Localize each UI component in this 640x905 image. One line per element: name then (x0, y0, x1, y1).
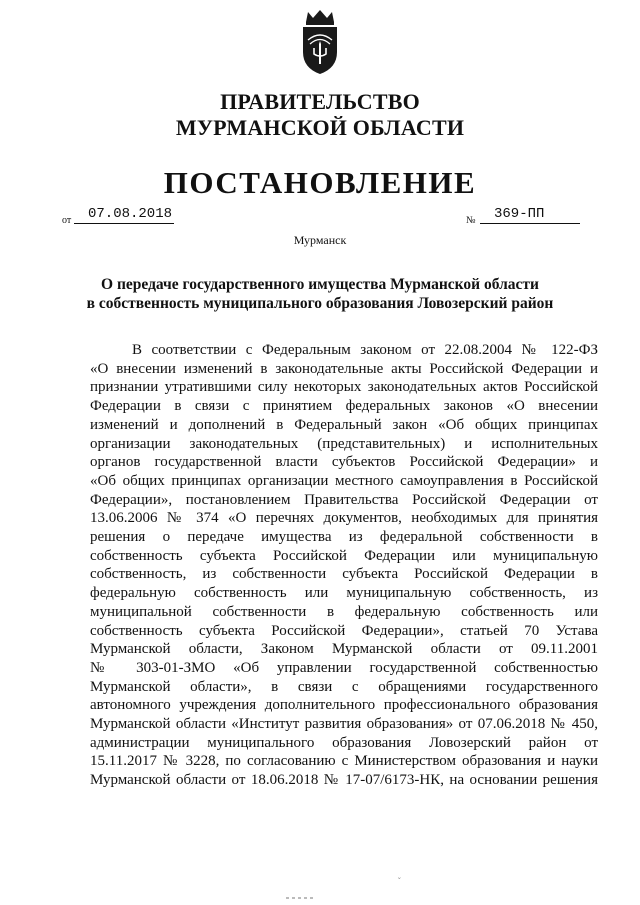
organization-name-line1: ПРАВИТЕЛЬСТВО (220, 89, 420, 114)
body-line: организации законодательных (представительных) и исполнительных (90, 435, 598, 452)
document-meta-row (0, 205, 640, 229)
body-line: собственность, из собственности субъекта Российской Федерации в (90, 566, 598, 583)
scan-artifact: ˘ (398, 876, 401, 885)
body-line: муниципальной собственности в федеральную собственность или (90, 603, 598, 620)
document-type: ПОСТАНОВЛЕНИЕ (163, 165, 477, 200)
document-number: 369-ПП (480, 205, 580, 224)
number-prefix: № (466, 215, 476, 226)
scan-artifact-line (286, 896, 316, 900)
body-line: 13.06.2006 № 374 «О перечнях документов, необходимых для принятия (90, 510, 598, 527)
body-line: Федерации в связи с принятием федеральных законов «О внесении (90, 398, 598, 415)
document-title-line2: в собственность муниципального образования Ловозерский район (86, 295, 554, 312)
body-line: Федерации», постановлением Правительства Российской Федерации от (90, 491, 598, 508)
body-line: федеральную собственность или муниципальную собственность, из (90, 585, 598, 602)
body-line: № 303-01-ЗМО «Об управлении государственной собственностью (90, 659, 598, 676)
issue-city: Мурманск (293, 233, 347, 247)
body-line: администрации муниципального образования Ловозерский район от (90, 734, 598, 751)
document-title-line1: О передаче государственного имущества Мурманской области (101, 276, 539, 293)
body-line: 15.11.2017 № 3228, по согласованию с Министерством образования и науки (90, 753, 598, 770)
body-line: изменений и дополнений в Федеральный закон «Об общих принципах (90, 416, 598, 433)
body-line: решения о передаче имущества из федеральной собственности в (90, 529, 598, 546)
date-prefix: от (62, 215, 72, 226)
organization-name-line2: МУРМАНСКОЙ ОБЛАСТИ (175, 115, 465, 140)
body-line: Мурманской области от 18.06.2018 № 17-07/6173-НК, на основании решения (90, 772, 598, 789)
document-date: 07.08.2018 (74, 205, 174, 224)
body-line: собственность субъекта Российской Федерации или муниципальную (90, 547, 598, 564)
body-line: органов государственной власти субъектов Российской Федерации» и (90, 454, 598, 471)
body-line: Мурманской области», в связи с обращениями государственного (90, 678, 598, 695)
body-line: собственность субъекта Российской Федерации», статьей 70 Устава (90, 622, 598, 639)
body-line: «Об общих принципах организации местного самоуправления в Российской (90, 472, 598, 489)
body-line: Мурманской области «Институт развития образования» от 07.06.2018 № 450, (90, 716, 598, 733)
document-body (90, 341, 598, 790)
body-line: автономного учреждения дополнительного профессионального образования (90, 697, 598, 714)
body-line: признании утратившими силу некоторых законодательных актов Российской (90, 379, 598, 396)
body-line: Мурманской области, Законом Мурманской области от 09.11.2001 (90, 641, 598, 658)
coat-of-arms-emblem-icon (298, 8, 342, 76)
body-line: «О внесении изменений в законодательные акты Российской Федерации и (90, 360, 598, 377)
body-line: В соответствии с Федеральным законом от 22.08.2004 № 122-ФЗ (132, 342, 598, 358)
